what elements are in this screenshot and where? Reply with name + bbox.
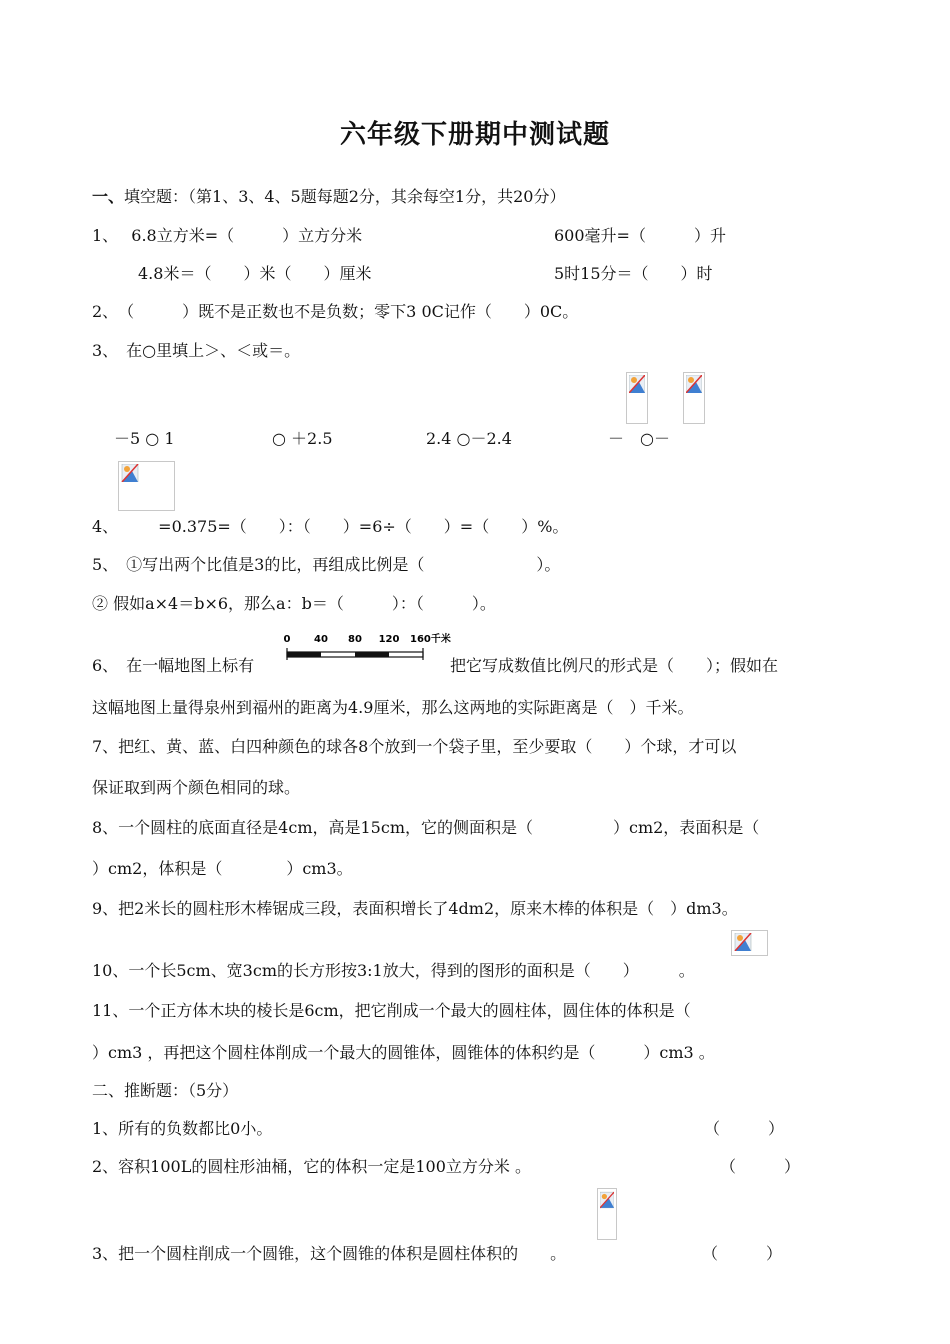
section1-heading-label: 一、 xyxy=(92,187,125,206)
judge-item-2-blank: （ ） xyxy=(720,1157,801,1176)
q10-text: 10、一个长5cm、宽3cm的长方形按3:1放大，得到的图形的面积是（ ） 。 xyxy=(92,961,695,980)
judge-item-1-blank: （ ） xyxy=(704,1119,785,1138)
judge-item-3-text: 3、把一个圆柱削成一个圆锥，这个圆锥的体积是圆柱体积的 。 xyxy=(92,1244,567,1263)
q3-text: 3、 在○里填上＞、＜或＝。 xyxy=(92,341,301,360)
fraction-image-placeholder xyxy=(683,372,705,424)
scale-label-160: 160千米 xyxy=(410,634,451,645)
q11-line1: 11、一个正方体木块的棱长是6cm，把它削成一个最大的圆柱体，圆住体的体积是（ xyxy=(92,1001,691,1020)
q5-line1: 5、 ①写出两个比值是3的比，再组成比例是（ ）。 xyxy=(92,555,561,574)
judge-item-3-blank: （ ） xyxy=(702,1244,783,1263)
fraction-image-placeholder xyxy=(118,461,175,511)
q5-line2: ② 假如a×4＝b×6，那么a：b＝（ ）：（ ）。 xyxy=(92,594,496,613)
q1-line2-right: 5时15分＝（ ）时 xyxy=(554,264,713,283)
map-scale-bar xyxy=(282,630,452,664)
q7-line2: 保证取到两个颜色相同的球。 xyxy=(92,778,301,797)
q8-line2: ）cm2，体积是（ ）cm3。 xyxy=(92,859,353,878)
q3-compare-3: 2.4 ○－2.4 xyxy=(426,429,512,448)
q9-text: 9、把2米长的圆柱形木棒锯成三段，表面积增长了4dm2，原来木棒的体积是（ ）dm3。 xyxy=(92,899,738,918)
q3-compare-4: － ○－ xyxy=(608,429,670,448)
page-title: 六年级下册期中测试题 xyxy=(339,120,610,150)
judge-item-1-text: 1、所有的负数都比0小。 xyxy=(92,1119,273,1138)
answer-image-placeholder xyxy=(731,930,768,956)
q8-line1: 8、一个圆柱的底面直径是4cm，高是15cm，它的侧面积是（ ）cm2，表面积是（ xyxy=(92,818,760,837)
q3-compare-2: ○ ＋2.5 xyxy=(272,429,333,448)
fraction-image-placeholder xyxy=(597,1188,617,1240)
section1-heading xyxy=(92,187,565,207)
image-placeholder-icon xyxy=(629,375,645,393)
scale-label-80: 80 xyxy=(348,634,362,645)
q4-text: 4、 =0.375=（ ）：（ ）=6÷（ ）=（ ）%。 xyxy=(92,517,569,536)
image-placeholder-icon xyxy=(734,933,752,951)
q3-compare-1: －5 ○ 1 xyxy=(114,429,175,448)
q7-line1: 7、把红、黄、蓝、白四种颜色的球各8个放到一个袋子里，至少要取（ ）个球，才可以 xyxy=(92,737,737,756)
image-placeholder-icon xyxy=(121,464,139,482)
scale-label-40: 40 xyxy=(314,634,328,645)
scale-label-0: 0 xyxy=(283,634,291,645)
image-placeholder-icon xyxy=(600,1191,614,1209)
judge-item-2-text: 2、容积100L的圆柱形油桶，它的体积一定是100立方分米 。 xyxy=(92,1157,531,1176)
q1-line2-left: 4.8米＝（ ）米（ ）厘米 xyxy=(138,264,372,283)
scale-label-120: 120 xyxy=(378,634,400,645)
section1-heading-text: 填空题：（第1、3、4、5题每题2分，其余每空1分，共20分） xyxy=(124,187,566,206)
image-placeholder-icon xyxy=(686,375,702,393)
q6-text-end: 把它写成数值比例尺的形式是（ ）；假如在 xyxy=(450,656,779,675)
q6-line2: 这幅地图上量得泉州到福州的距离为4.9厘米，那么这两地的实际距离是（ ）千米。 xyxy=(92,698,694,717)
q2-text: 2、 （ ）既不是正数也不是负数；零下3 0C记作（ ）0C。 xyxy=(92,302,579,321)
q1-line1-right: 600毫升=（ ）升 xyxy=(554,226,726,245)
q11-line2: ）cm3 ，再把这个圆柱体削成一个最大的圆锥体，圆锥体的体积约是（ ）cm3 。 xyxy=(92,1043,715,1062)
q6-text-start: 6、 在一幅地图上标有 xyxy=(92,656,255,675)
q1-line1-left: 1、 6.8立方米=（ ）立方分米 xyxy=(92,226,363,245)
section2-heading: 二、推断题：（5分） xyxy=(92,1081,239,1100)
fraction-image-placeholder xyxy=(626,372,648,424)
